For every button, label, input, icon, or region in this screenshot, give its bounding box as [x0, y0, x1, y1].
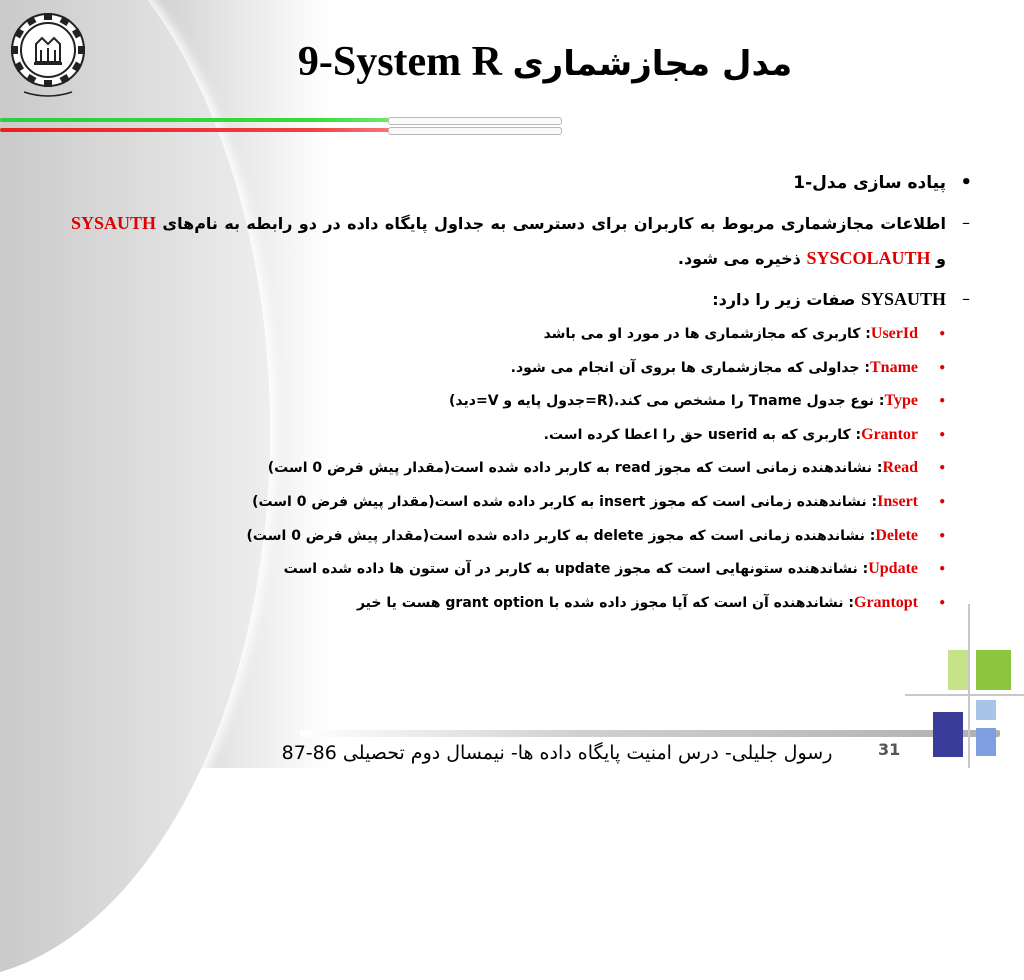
- list-item: [71, 592, 976, 626]
- paragraph-sysauth: [71, 282, 976, 317]
- bullet-dot-icon: •: [938, 528, 946, 543]
- footer-divider: [300, 730, 1000, 737]
- slide-content: [71, 170, 976, 625]
- bullet-dot-icon: •: [938, 394, 946, 409]
- bullet-dot-icon: •: [938, 360, 946, 375]
- bullet-dot-icon: •: [938, 562, 946, 577]
- green-bar-outline: [388, 117, 562, 125]
- attribute-list: [71, 323, 976, 625]
- paragraph-relations: [71, 206, 976, 276]
- list-item: [71, 491, 976, 525]
- term-syscolauth: SYSCOLAUTH: [806, 248, 931, 268]
- attr-desc: : جداولی که مجازشماری ها بروی آن انجام می شود.: [510, 359, 870, 376]
- attr-desc: : نشاندهنده زمانی است که مجوز delete به کاربر داده شده است(مقدار پیش فرض 0 است): [246, 527, 876, 544]
- decor-square-lightgreen: [948, 650, 968, 690]
- list-item: [71, 457, 976, 491]
- attr-name: Delete: [875, 526, 918, 544]
- attr-desc: : نشاندهنده ستونهایی است که مجوز update به کاربر در آن ستون ها داده شده است: [283, 561, 869, 578]
- para1-and: و: [936, 249, 946, 268]
- university-logo-icon: [8, 10, 88, 98]
- red-bar-outline: [388, 127, 562, 135]
- bullet-dot-icon: •: [938, 461, 946, 476]
- attr-desc: : کاربری که به userid حق را اعطا کرده است.: [543, 426, 862, 443]
- title-underline-bars: [0, 114, 560, 138]
- section-heading-text: پیاده سازی مدل-1: [793, 173, 946, 193]
- attr-name: Tname: [870, 358, 918, 376]
- bullet-dot-icon: •: [960, 172, 972, 193]
- decor-horizontal-line: [905, 694, 1024, 696]
- bullet-dot-icon: •: [938, 427, 946, 442]
- para1-end: ذخیره می شود.: [677, 249, 801, 268]
- list-item: [71, 357, 976, 391]
- attr-desc: : نوع جدول Tname را مشخص می کند.(R=جدول پایه و V=دید): [449, 393, 885, 410]
- page-number: 31: [878, 740, 901, 759]
- term-sysauth: SYSAUTH: [71, 213, 157, 233]
- list-item: [71, 323, 976, 357]
- para2-text: صفات زیر را دارد:: [712, 290, 856, 309]
- decor-vertical-line: [968, 604, 970, 768]
- decor-square-green: [976, 650, 1011, 690]
- bullet-dot-icon: •: [938, 494, 946, 509]
- list-item: [71, 390, 976, 424]
- slide-title: [200, 38, 890, 98]
- dash-bullet-icon: –: [962, 213, 970, 232]
- para1-text: اطلاعات مجازشماری مربوط به کاربران برای دسترسی به جداول پایگاه داده در دو رابطه به نام‌های: [162, 214, 946, 233]
- attr-desc: : نشاندهنده زمانی است که مجوز insert به کاربر داده شده است(مقدار پیش فرض 0 است): [252, 493, 878, 510]
- term-sysauth-2: SYSAUTH: [860, 289, 946, 309]
- title-persian: مدل مجازشماری: [512, 44, 793, 84]
- attr-name: Grantor: [861, 425, 918, 443]
- decor-square-blue: [976, 728, 996, 756]
- attr-name: Type: [884, 392, 918, 410]
- decor-square-lightblue: [976, 700, 996, 720]
- attr-name: UserId: [870, 325, 918, 342]
- list-item: [71, 424, 976, 458]
- attr-desc: : نشاندهنده آن است که آیا مجوز داده شده با grant option هست یا خیر: [356, 594, 854, 611]
- title-latin: 9-System R: [297, 39, 502, 85]
- attr-name: Update: [868, 560, 918, 578]
- list-item: [71, 558, 976, 592]
- attr-name: Insert: [877, 492, 918, 510]
- list-item: [71, 525, 976, 559]
- attr-name: Read: [882, 459, 918, 477]
- dash-bullet-icon: –: [962, 289, 970, 308]
- bullet-dot-icon: •: [938, 327, 946, 341]
- attr-desc: : نشاندهنده زمانی است که مجوز read به کاربر داده شده است(مقدار پیش فرض 0 است): [267, 460, 883, 477]
- attr-desc: : کاربری که مجازشماری ها در مورد او می باشد: [543, 326, 871, 342]
- bullet-dot-icon: •: [938, 595, 946, 610]
- section-heading: [71, 170, 976, 196]
- decor-square-navy: [933, 712, 963, 757]
- attr-name: Grantopt: [854, 593, 918, 611]
- footer-text: رسول جلیلی- درس امنیت پایگاه داده ها- نیمسال دوم تحصیلی 86-87: [281, 742, 833, 764]
